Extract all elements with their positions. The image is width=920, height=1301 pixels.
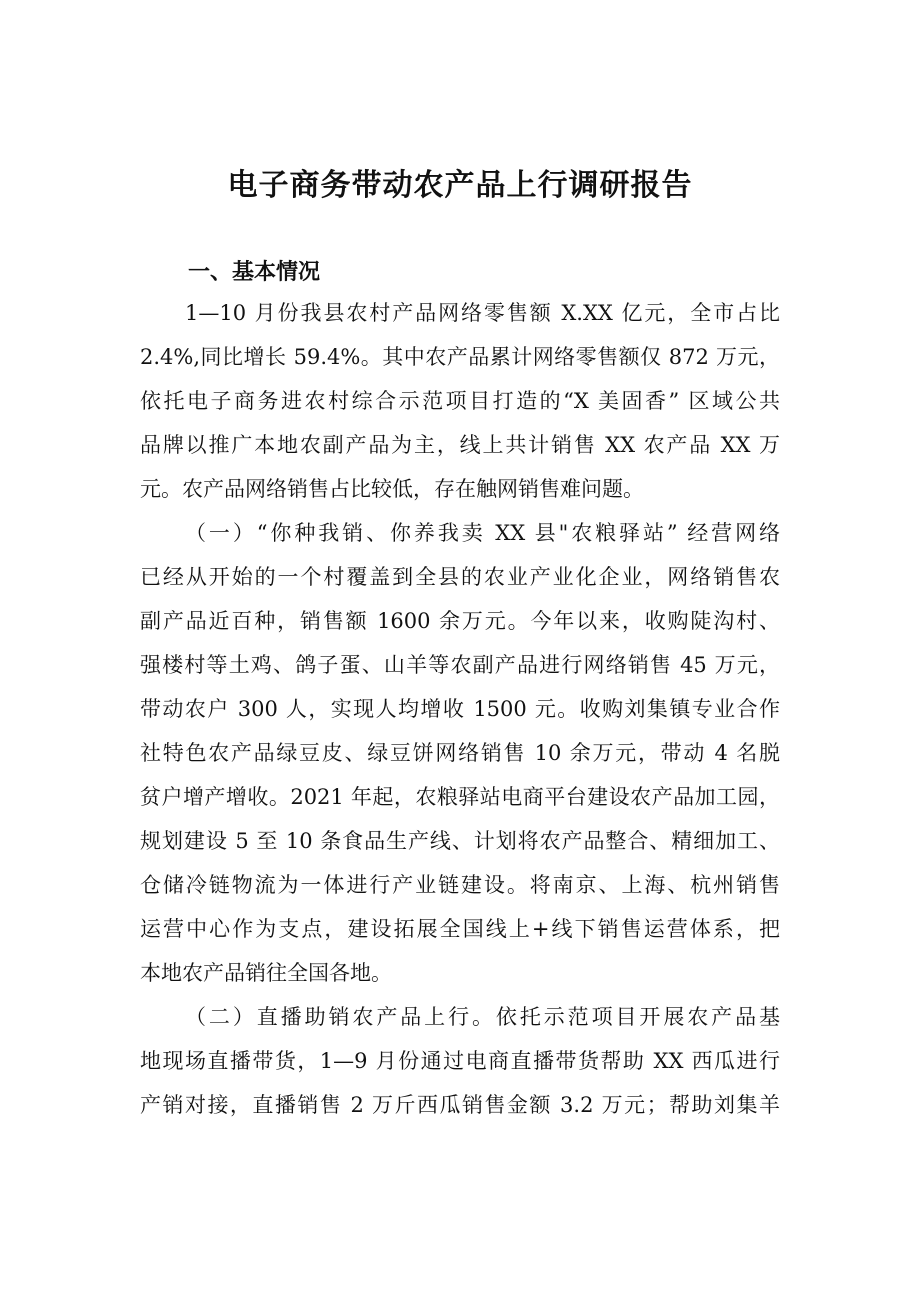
paragraph-line: 1—10 月份我县农村产品网络零售额 X.XX 亿元，全市占比	[185, 301, 780, 325]
paragraph-line: （一）“你种我销、你养我卖 XX 县"农粮驿站” 经营网络	[185, 521, 780, 545]
section-heading-basic-situation: 一、基本情况	[188, 260, 321, 285]
paragraph-line: 带动农户 300 人，实现人均增收 1500 元。收购刘集镇专业合作	[140, 697, 780, 721]
paragraph-line: 产销对接，直播销售 2 万斤西瓜销售金额 3.2 万元；帮助刘集羊	[140, 1093, 780, 1117]
paragraph-line: 品牌以推广本地农副产品为主，线上共计销售 XX 农产品 XX 万	[140, 433, 780, 457]
paragraph-line: 规划建设 5 至 10 条食品生产线、计划将农产品整合、精细加工、	[140, 829, 780, 853]
paragraph-line: 贫户增产增收。2021 年起，农粮驿站电商平台建设农产品加工园，	[140, 785, 780, 809]
paragraph-line: 本地农产品销往全国各地。	[140, 961, 392, 985]
paragraph-line: 2.4%,同比增长 59.4%。其中农产品累计网络零售额仅 872 万元，	[140, 345, 780, 369]
document-title: 电子商务带动农产品上行调研报告	[227, 168, 693, 203]
paragraph-line: 社特色农产品绿豆皮、绿豆饼网络销售 10 余万元，带动 4 名脱	[140, 741, 780, 765]
paragraph-line: 仓储冷链物流为一体进行产业链建设。将南京、上海、杭州销售	[140, 873, 780, 897]
paragraph-line: 运营中心作为支点，建设拓展全国线上+线下销售运营体系，把	[140, 917, 780, 941]
paragraph-line: 已经从开始的一个村覆盖到全县的农业产业化企业，网络销售农	[140, 565, 780, 589]
paragraph-line: 依托电子商务进农村综合示范项目打造的“X 美固香” 区域公共	[140, 389, 780, 413]
paragraph-line: （二）直播助销农产品上行。依托示范项目开展农产品基	[185, 1005, 780, 1029]
paragraph-line: 元。农产品网络销售占比较低，存在触网销售难问题。	[140, 477, 644, 501]
paragraph-line: 地现场直播带货，1—9 月份通过电商直播带货帮助 XX 西瓜进行	[140, 1049, 780, 1073]
paragraph-line: 强楼村等土鸡、鸽子蛋、山羊等农副产品进行网络销售 45 万元，	[140, 653, 780, 677]
paragraph-line: 副产品近百种，销售额 1600 余万元。今年以来，收购陡沟村、	[140, 609, 780, 633]
